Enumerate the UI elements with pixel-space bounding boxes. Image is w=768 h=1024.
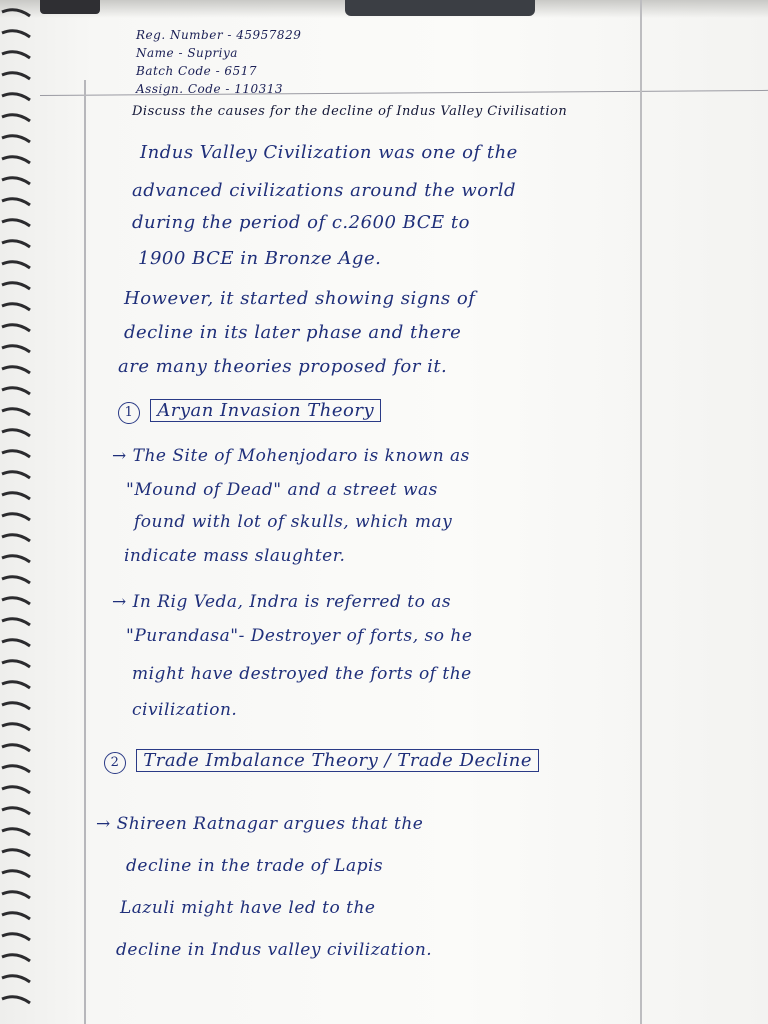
spiral-coil <box>2 409 30 415</box>
spiral-coil <box>2 997 30 1003</box>
spiral-coil <box>2 241 30 247</box>
spiral-coil <box>2 346 30 352</box>
spiral-coil <box>2 913 30 919</box>
spiral-coil <box>2 703 30 709</box>
sec2-p1-line-3: Lazuli might have led to the <box>120 898 376 918</box>
spiral-coil <box>2 535 30 541</box>
question: Discuss the causes for the decline of Indus Valley Civilisation <box>132 104 568 119</box>
intro-line-3: during the period of c.2600 BCE to <box>132 212 470 233</box>
spiral-coil <box>2 451 30 457</box>
sec2-p1-line-1: → Shireen Ratnagar argues that the <box>96 814 424 834</box>
spiral-coil <box>2 514 30 520</box>
spiral-coil <box>2 136 30 142</box>
spiral-coil <box>2 934 30 940</box>
intro-line-4: 1900 BCE in Bronze Age. <box>138 248 382 269</box>
sec1-p1-line-1: → The Site of Mohenjodaro is known as <box>112 446 470 466</box>
section-2-heading <box>104 750 539 774</box>
spiral-coil <box>2 52 30 58</box>
sec1-p2-line-4: civilization. <box>132 700 238 720</box>
sec1-p1-line-4: indicate mass slaughter. <box>124 546 346 566</box>
spiral-coil <box>2 640 30 646</box>
spiral-coil <box>2 871 30 877</box>
spiral-coil <box>2 199 30 205</box>
spiral-coil <box>2 892 30 898</box>
dark-object <box>345 0 535 16</box>
page-edge-line <box>640 0 642 1024</box>
spiral-coil <box>2 976 30 982</box>
spiral-coil <box>2 262 30 268</box>
spiral-coil <box>2 283 30 289</box>
sec2-p1-line-2: decline in the trade of Lapis <box>126 856 384 876</box>
spiral-coil <box>2 220 30 226</box>
intro-line-1: Indus Valley Civilization was one of the <box>140 142 518 163</box>
spiral-coil <box>2 619 30 625</box>
spiral-coil <box>2 682 30 688</box>
spiral-coil <box>2 388 30 394</box>
spiral-coil <box>2 73 30 79</box>
spiral-coil <box>2 661 30 667</box>
spiral-coil <box>2 10 30 16</box>
section-1-number: 1 <box>118 402 140 424</box>
intro-line-2: advanced civilizations around the world <box>132 180 517 201</box>
spiral-binding <box>0 0 40 1024</box>
spiral-coil <box>2 367 30 373</box>
sec1-p2-line-3: might have destroyed the forts of the <box>132 664 472 684</box>
spiral-coil <box>2 31 30 37</box>
spiral-coil <box>2 829 30 835</box>
sec1-p1-line-3: found with lot of skulls, which may <box>134 512 453 532</box>
dark-object-left <box>40 0 100 14</box>
spiral-coil <box>2 556 30 562</box>
spiral-coil <box>2 115 30 121</box>
spiral-coil <box>2 724 30 730</box>
spiral-coil <box>2 472 30 478</box>
sec1-p2-line-2: "Purandasa"- Destroyer of forts, so he <box>126 626 473 646</box>
sec2-p1-line-4: decline in Indus valley civilization. <box>116 940 433 960</box>
section-1-heading <box>118 400 381 424</box>
sec1-p2-line-1: → In Rig Veda, Indra is referred to as <box>112 592 452 612</box>
spiral-coil <box>2 787 30 793</box>
intro-line-5: However, it started showing signs of <box>124 288 476 309</box>
section-1-title: Aryan Invasion Theory <box>150 399 381 422</box>
spiral-coil <box>2 808 30 814</box>
spiral-coil <box>2 955 30 961</box>
margin-line <box>84 80 86 1024</box>
student-name: Name - Supriya <box>136 46 238 60</box>
spiral-coil <box>2 325 30 331</box>
spiral-coil <box>2 745 30 751</box>
spiral-coil <box>2 304 30 310</box>
spiral-coil <box>2 766 30 772</box>
section-2-title: Trade Imbalance Theory / Trade Decline <box>136 749 539 772</box>
batch-code: Batch Code - 6517 <box>136 64 257 78</box>
intro-line-6: decline in its later phase and there <box>124 322 462 343</box>
spiral-coil <box>2 850 30 856</box>
spiral-coil <box>2 94 30 100</box>
spiral-coil <box>2 430 30 436</box>
section-2-number: 2 <box>104 752 126 774</box>
reg-number: Reg. Number - 45957829 <box>136 28 302 42</box>
sec1-p1-line-2: "Mound of Dead" and a street was <box>126 480 438 500</box>
spiral-coil <box>2 577 30 583</box>
spiral-coil <box>2 178 30 184</box>
assign-code: Assign. Code - 110313 <box>136 82 284 96</box>
intro-line-7: are many theories proposed for it. <box>118 356 448 377</box>
spiral-coil <box>2 157 30 163</box>
spiral-coil <box>2 493 30 499</box>
spiral-coil <box>2 598 30 604</box>
